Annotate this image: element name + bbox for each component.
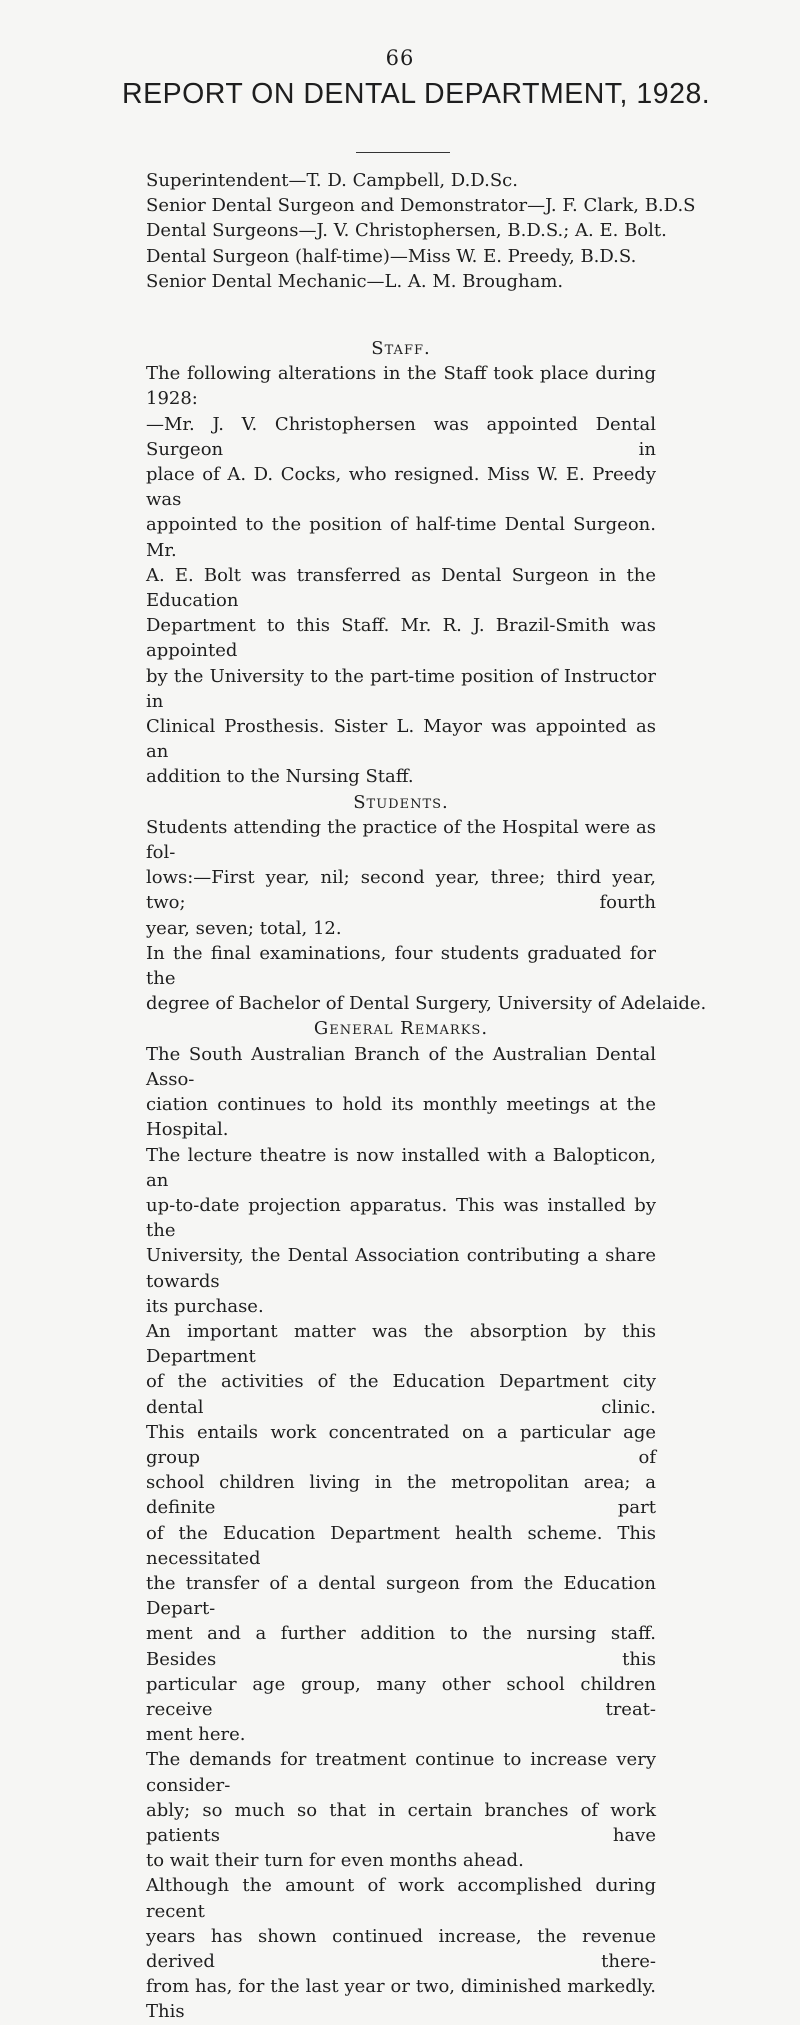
staff-list-line: Senior Dental Mechanic—L. A. M. Brougham. [146,270,564,292]
remarks-paragraph-line: of the activities of the Education Department city dental clinic. [146,1371,656,1418]
staff-paragraph-line: Clinical Prosthesis. Sister L. Mayor was appointed as an [146,716,656,763]
staff-list-line: Senior Dental Surgeon and Demonstrator—J. F. Clark, B.D.S [146,195,696,217]
remarks-paragraph-line: school children living in the metropolitan area; a definite part [146,1472,656,1519]
remarks-paragraph-line: particular age group, many other school children receive treat- [146,1673,656,1720]
remarks-paragraph-line: ciation continues to hold its monthly meetings at the Hospital. [146,1094,656,1141]
report-title: REPORT ON DENTAL DEPARTMENT, 1928. [122,78,711,110]
remarks-paragraph-line: to wait their turn for even months ahead. [146,1850,524,1872]
students-heading: Students. [353,791,449,813]
staff-paragraph-line: The following alterations in the Staff took place during 1928: [146,363,656,410]
students-paragraph-line: Students attending the practice of the Hospital were as fol- [146,816,656,864]
remarks-paragraph-line: This entails work concentrated on a particular age group of [146,1421,656,1468]
remarks-paragraph-line: from has, for the last year or two, diminished markedly. This [146,1976,656,2023]
staff-paragraph-line: appointed to the position of half-time Dental Surgeon. Mr. [146,514,656,561]
report-body [146,336,707,2025]
remarks-paragraph-line: of the Education Department health scheme. This necessitated [146,1522,656,1569]
staff-list-line: Dental Surgeon (half-time)—Miss W. E. Preedy, B.D.S. [146,245,637,267]
page-number: 66 [385,46,415,70]
staff-list-line: Dental Surgeons—J. V. Christophersen, B.D.S.; A. E. Bolt. [146,220,667,242]
remarks-paragraph-line: An important matter was the absorption by this Department [146,1320,656,1368]
students-paragraph-line: degree of Bachelor of Dental Surgery, University of Adelaide. [146,993,707,1015]
remarks-paragraph-line: its purchase. [146,1295,264,1317]
staff-paragraph-line: by the University to the part-time position of Instructor in [146,665,656,712]
staff-paragraph-line: Department to this Staff. Mr. R. J. Brazil-Smith was appointed [146,615,656,662]
remarks-paragraph-line: up-to-date projection apparatus. This was installed by the [146,1194,656,1242]
staff-paragraph-line: —Mr. J. V. Christophersen was appointed Dental Surgeon in [146,413,656,460]
staff-list-line: Superintendent—T. D. Campbell, D.D.Sc. [146,170,518,191]
remarks-paragraph-line: ment here. [146,1724,246,1746]
staff-paragraph-line: addition to the Nursing Staff. [146,766,414,788]
remarks-paragraph-line: the transfer of a dental surgeon from the Education Depart- [146,1572,656,1620]
remarks-paragraph-line: ment and a further addition to the nursing staff. Besides this [146,1623,656,1670]
general-remarks-heading: General Remarks. [313,1018,489,1040]
staff-heading: Staff. [371,338,431,359]
remarks-paragraph-line: years has shown continued increase, the revenue derived there- [146,1925,656,1972]
remarks-paragraph-line: Although the amount of work accomplished during recent [146,1875,656,1922]
remarks-paragraph-line: The South Australian Branch of the Australian Dental Asso- [146,1043,656,1090]
students-paragraph-line: lows:—First year, nil; second year, three; third year, two; fourth [146,867,656,914]
remarks-paragraph-line: University, the Dental Association contributing a share towards [146,1245,656,1292]
staff-paragraph-line: A. E. Bolt was transferred as Dental Surgeon in the Education [146,564,656,612]
staff-list [146,168,696,294]
title-divider [356,152,450,153]
students-paragraph-line: year, seven; total, 12. [146,917,342,939]
students-paragraph-line: In the final examinations, four students graduated for the [146,942,656,990]
remarks-paragraph-line: The demands for treatment continue to increase very consider- [146,1749,656,1796]
remarks-paragraph-line: The lecture theatre is now installed with a Balopticon, an [146,1144,656,1191]
staff-paragraph-line: place of A. D. Cocks, who resigned. Miss W. E. Preedy was [146,464,656,511]
remarks-paragraph-line: ably; so much so that in certain branches of work patients have [146,1799,656,1846]
